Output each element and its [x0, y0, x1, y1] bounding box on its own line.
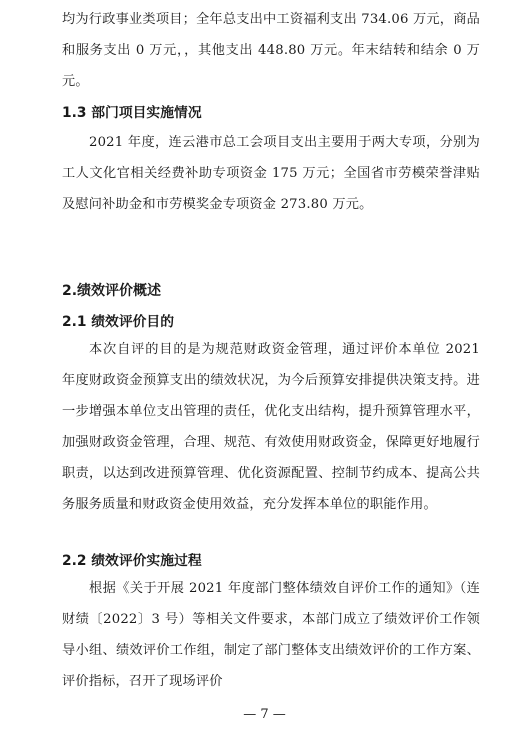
- section-1-3-heading: 1.3 部门项目实施情况: [62, 105, 202, 121]
- section-2-1-heading: 2.1 绩效评价目的: [62, 314, 175, 330]
- section-2-2-body: 根据《关于开展 2021 年度部门整体绩效自评价工作的通知》（连财绩〔2022〕3 号）等相关文件要求，本部门成立了绩效评价工作领导小组、绩效评价工作组，制定了部门整体支出绩效评价的工作方案、评价指标，召开了现场评价: [62, 581, 480, 689]
- section-2-heading: 2.绩效评价概述: [62, 283, 162, 299]
- section-1-3-body: 2021 年度，连云港市总工会项目支出主要用于两大专项，分别为工人文化官相关经费补助专项资金 175 万元；全国省市劳模荣誉津贴及慰问补助金和市劳模奖金专项资金 273.80 万元。: [62, 135, 480, 212]
- section-2-2-heading: 2.2 绩效评价实施过程: [62, 553, 202, 569]
- section-2-1-body: 本次自评的目的是为规范财政资金管理，通过评价本单位 2021 年度财政资金预算支出的绩效状况，为今后预算安排提供决策支持。进一步增强本单位支出管理的责任，优化支出结构，提升预算管理水平，加强财政资金管理，合理、规范、有效使用财政资金，保障更好地履行职责，以达到改进预算管理、优化资源配置、控制节约成本、提高公共务服务质量和财政资金使用效益，充分发挥本单位的职能作用。: [62, 342, 480, 512]
- page-number: — 7 —: [243, 707, 286, 722]
- paragraph-continued: 均为行政事业类项目；全年总支出中工资福利支出 734.06 万元，商品和服务支出 0 万元，，其他支出 448.80 万元。年末结转和结余 0 万元。: [62, 12, 480, 89]
